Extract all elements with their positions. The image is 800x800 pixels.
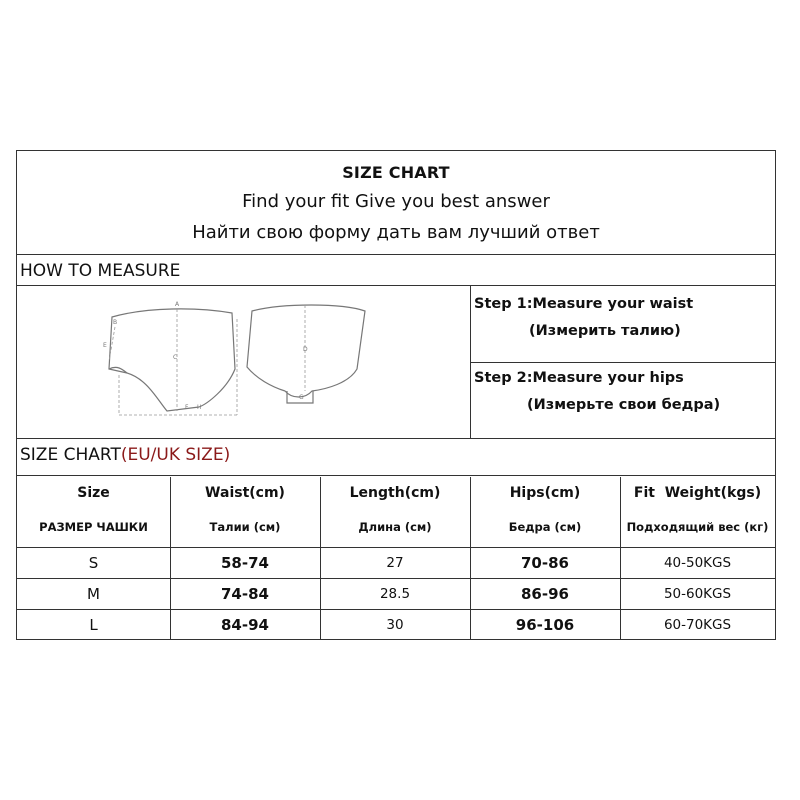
table-cell-hips: 96-106 <box>515 616 575 634</box>
divider <box>17 475 775 476</box>
diagram-letter-g: G <box>299 394 304 401</box>
column-header: Length(cm) <box>349 485 441 501</box>
divider <box>17 438 775 439</box>
divider <box>17 285 775 286</box>
diagram-letter-e: E <box>103 342 107 349</box>
chart-header <box>17 151 775 255</box>
chart-subtitle-ru: Найти свою форму дать вам лучший ответ <box>192 222 600 243</box>
diagram-letter-d: D <box>303 346 308 353</box>
how-to-measure-title: HOW TO MEASURE <box>20 261 181 281</box>
table-cell-waist: 84-94 <box>221 616 269 634</box>
column-header: Waist(cm) <box>205 485 285 501</box>
diagram-letter-b: B <box>113 319 118 326</box>
diagram-letter-c: C <box>173 354 178 361</box>
diagram-letter-h: H <box>197 404 202 411</box>
step2-text: Step 2:Measure your hips <box>474 370 684 386</box>
size-table <box>17 477 775 640</box>
table-cell-size: M <box>87 585 100 603</box>
table-cell-hips: 70-86 <box>521 554 569 572</box>
size-chart-title <box>20 445 230 465</box>
front-view-outline <box>109 309 235 411</box>
column-header-ru: Подходящий вес (кг) <box>626 520 769 534</box>
column-header-ru: Талии (см) <box>209 520 281 534</box>
table-cell-size: L <box>89 616 98 634</box>
table-cell-weight: 60-70KGS <box>663 617 732 633</box>
column-header-ru: Длина (см) <box>358 520 432 534</box>
chart-subtitle-en: Find your fit Give you best answer <box>242 191 550 212</box>
table-cell-length: 30 <box>386 617 404 633</box>
column-header: Hips(cm) <box>509 485 581 501</box>
size-chart-document <box>16 150 776 640</box>
divider <box>470 362 775 363</box>
table-cell-weight: 40-50KGS <box>663 555 732 571</box>
column-header-ru: РАЗМЕР ЧАШКИ <box>39 520 148 534</box>
size-chart-title-main: SIZE CHART <box>20 445 121 465</box>
column-header: Fit Weight(kgs) <box>633 485 762 501</box>
panties-measurement-diagram <box>87 299 377 419</box>
table-cell-size: S <box>88 554 99 572</box>
table-cell-waist: 58-74 <box>221 554 269 572</box>
table-cell-waist: 74-84 <box>221 585 269 603</box>
table-cell-weight: 50-60KGS <box>663 586 732 602</box>
diagram-letter-a: A <box>175 301 180 308</box>
diagram-letter-f: F <box>185 404 189 411</box>
step1-text-ru: (Измерить талию) <box>529 323 681 339</box>
table-cell-length: 28.5 <box>379 586 411 602</box>
step1-text: Step 1:Measure your waist <box>474 296 694 312</box>
size-chart-title-region: (EU/UK SIZE) <box>120 445 231 465</box>
column-header-ru: Бедра (см) <box>508 520 582 534</box>
table-cell-length: 27 <box>386 555 404 571</box>
chart-title: SIZE CHART <box>342 163 450 182</box>
table-cell-hips: 86-96 <box>521 585 569 603</box>
column-header: Size <box>77 485 110 501</box>
step2-text-ru: (Измерьте свои бедра) <box>527 397 721 413</box>
